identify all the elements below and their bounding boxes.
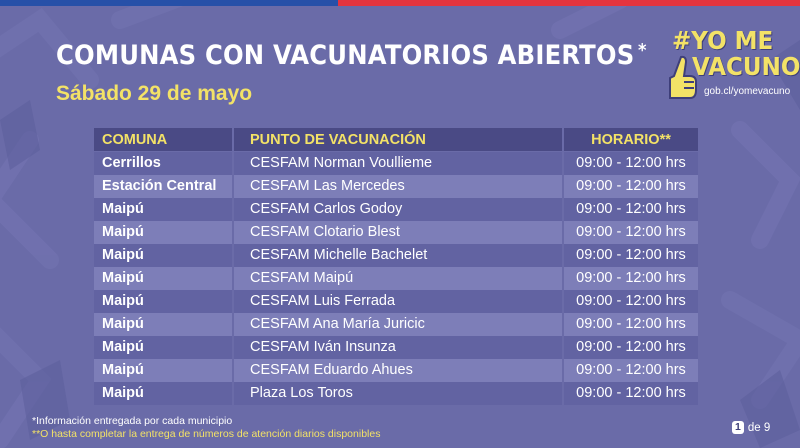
table-header-row — [94, 128, 698, 151]
cell-punto: CESFAM Eduardo Ahues — [234, 359, 564, 382]
table-row — [94, 267, 698, 290]
flag-stripe-blue — [0, 0, 338, 6]
cell-comuna: Maipú — [94, 313, 234, 336]
page-title — [56, 40, 647, 71]
table-row — [94, 175, 698, 198]
cell-horario: 09:00 - 12:00 hrs — [576, 316, 686, 333]
slide-pager — [732, 421, 770, 434]
header-comuna: COMUNA — [94, 128, 234, 151]
title-footnote-mark: * — [638, 40, 647, 61]
cell-punto: CESFAM Iván Insunza — [234, 336, 564, 359]
cell-punto: CESFAM Carlos Godoy — [234, 198, 564, 221]
pager-total: de 9 — [747, 421, 771, 434]
pager-current-page: 1 — [732, 421, 744, 434]
cell-horario: 09:00 - 12:00 hrs — [576, 362, 686, 379]
cell-comuna: Estación Central — [94, 175, 234, 198]
cell-horario: 09:00 - 12:00 hrs — [576, 385, 686, 402]
cell-punto: CESFAM Maipú — [234, 267, 564, 290]
cell-horario: 09:00 - 12:00 hrs — [576, 339, 686, 356]
footnote-schedule: **O hasta completar la entrega de números de atención diarios disponibles — [32, 428, 381, 440]
campaign-logo — [664, 26, 800, 104]
table-row — [94, 382, 698, 405]
logo-text-line2: VACUNO — [692, 52, 800, 81]
logo-url: gob.cl/yomevacuno — [704, 86, 791, 97]
flag-stripe — [0, 0, 800, 6]
logo-text-line1: #YO ME — [672, 26, 774, 55]
cell-punto: CESFAM Michelle Bachelet — [234, 244, 564, 267]
flag-stripe-red — [338, 0, 800, 6]
header-horario: HORARIO** — [591, 131, 671, 148]
cell-punto: CESFAM Luis Ferrada — [234, 290, 564, 313]
vaccination-table — [94, 128, 698, 405]
cell-horario: 09:00 - 12:00 hrs — [576, 201, 686, 218]
cell-comuna: Maipú — [94, 290, 234, 313]
cell-comuna: Maipú — [94, 382, 234, 405]
cell-horario: 09:00 - 12:00 hrs — [576, 224, 686, 241]
cell-horario: 09:00 - 12:00 hrs — [576, 293, 686, 310]
header-punto: PUNTO DE VACUNACIÓN — [234, 128, 564, 151]
cell-horario: 09:00 - 12:00 hrs — [576, 270, 686, 287]
cell-horario: 09:00 - 12:00 hrs — [576, 178, 686, 195]
cell-punto: CESFAM Norman Voullieme — [234, 152, 564, 175]
table-row — [94, 221, 698, 244]
cell-comuna: Maipú — [94, 336, 234, 359]
cell-punto: CESFAM Clotario Blest — [234, 221, 564, 244]
cell-comuna: Maipú — [94, 244, 234, 267]
table-row — [94, 313, 698, 336]
footnote-source: *Información entregada por cada municipio — [32, 415, 233, 427]
page-title-text: COMUNAS CON VACUNATORIOS ABIERTOS — [56, 40, 635, 71]
table-row — [94, 290, 698, 313]
table-row — [94, 244, 698, 267]
table-row — [94, 359, 698, 382]
table-row — [94, 198, 698, 221]
cell-comuna: Maipú — [94, 359, 234, 382]
cell-punto: CESFAM Ana María Juricic — [234, 313, 564, 336]
cell-comuna: Cerrillos — [94, 152, 234, 175]
page-subtitle-date: Sábado 29 de mayo — [56, 82, 253, 105]
footnotes — [32, 415, 380, 441]
cell-comuna: Maipú — [94, 221, 234, 244]
cell-comuna: Maipú — [94, 267, 234, 290]
table-row — [94, 336, 698, 359]
table-row — [94, 152, 698, 175]
cell-horario: 09:00 - 12:00 hrs — [576, 155, 686, 172]
cell-horario: 09:00 - 12:00 hrs — [576, 247, 686, 264]
cell-punto: Plaza Los Toros — [234, 382, 564, 405]
cell-comuna: Maipú — [94, 198, 234, 221]
cell-punto: CESFAM Las Mercedes — [234, 175, 564, 198]
